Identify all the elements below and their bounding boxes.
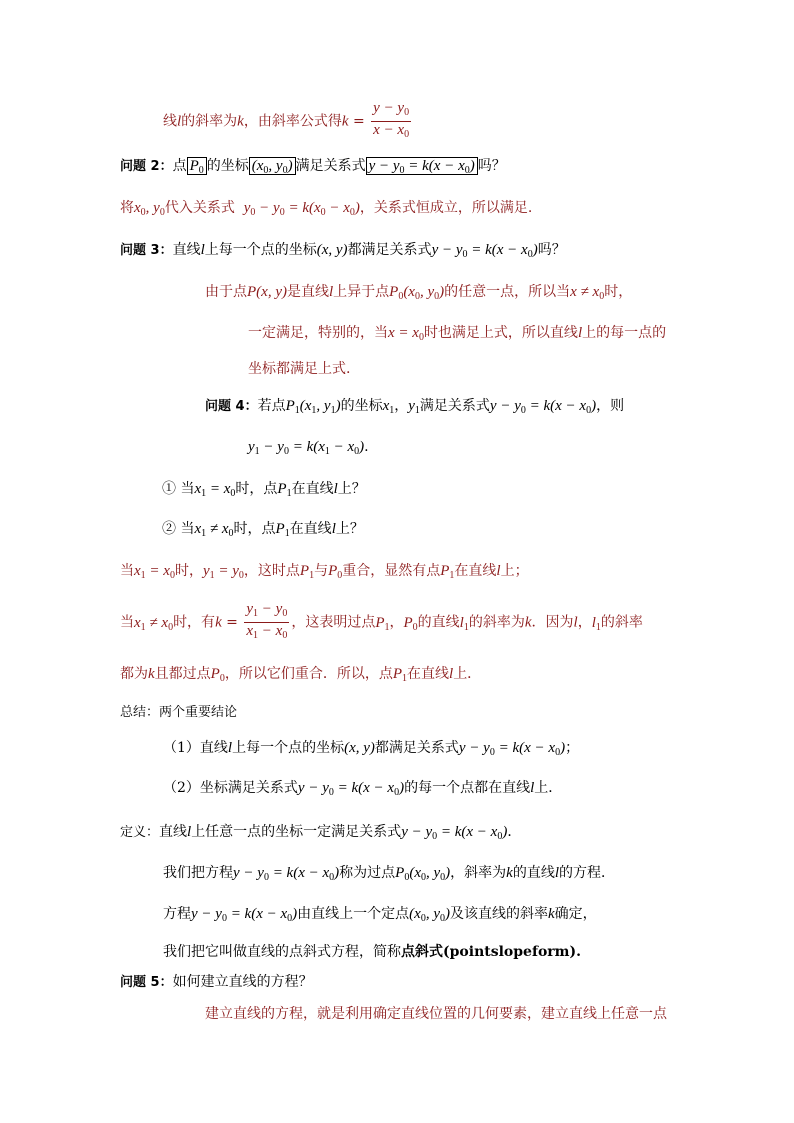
question-3: 问题 3：直线l上每一个点的坐标(x, y)都满足关系式$y - y_0 = k(x - x_0)$吗？ (120, 242, 566, 260)
answer-4-line2: 当$x_1 \ne x_0$时，有k = $\frac{y_1 - y_0}{x_1 - x_0}$ ，这表明过点$P_1$，$P_0$的直线$l_1$的斜率为k．因为l，$l_1$的斜率 (120, 601, 643, 648)
definition-line1: 定义：直线l上任意一点的坐标一定满足关系式$y - y_0 = k(x - x_0)$． (120, 824, 522, 842)
definition-line3: 方程$y - y_0 = k(x - x_0)$由直线上一个定点($x_0$, $y_0$)及该直线的斜率k确定， (163, 906, 597, 924)
question-2: 问题 2：点 $P_0$ 的坐标 ($x_0$, $y_0$) 满足关系式 $y - y_0 = k(x - x_0)$ 吗？ (120, 158, 506, 176)
question-4-equation: $y_1 - y_0 = k(x_1 - x_0)$. (248, 439, 369, 457)
answer-5: 建立直线的方程，就是利用确定直线位置的几何要素，建立直线上任意一点 (205, 1006, 667, 1022)
line1: 线l的斜率为k，由斜率公式得k = $\frac{y - y_0}{x - x_0}$ (163, 100, 413, 143)
definition-line2: 我们把方程$y - y_0 = k(x - x_0)$称为过点$P_0(x_0$, $y_0$)，斜率为k的直线l的方程． (163, 865, 615, 883)
question-4-item-2: ② 当$x_1 \ne x_0$时，点$P_1$在直线l上？ (162, 521, 364, 539)
answer-3-line2: 一定满足，特别的，当$x = x_0$时也满足上式，所以直线l上的每一点的 (248, 325, 667, 343)
definition-line4: 我们把它叫做直线的点斜式方程，简称点斜式(pointslopeform). (163, 944, 581, 960)
answer-4-line1: 当$x_1 = x_0$时，$y_1 = y_0$，这时点$P_1$与$P_0$重合，显然有点$P_1$在直线l上； (120, 563, 529, 581)
answer-4-line3: 都为k且都过点$P_0$，所以它们重合．所以，点$P_1$在直线l上． (120, 666, 482, 684)
answer-3-line3: 坐标都满足上式. (248, 361, 351, 377)
summary-item-2: （2）坐标满足关系式$y - y_0 = k(x - x_0)$的每一个点都在直线l上． (163, 780, 563, 798)
question-4: 问题 4：若点$P_1(x_1$, $y_1$)的坐标$x_1$，$y_1$满足关系式$y - y_0 = k(x - x_0)$，则 (205, 398, 625, 416)
answer-2: 将$x_0$, $y_0$代入关系式 $y_0 - y_0 = k(x_0 - x_0)$，关系式恒成立，所以满足. (120, 200, 533, 218)
slope-fraction-2: $\frac{y_1 - y_0}{x_1 - x_0}$ (246, 601, 288, 641)
question-5: 问题 5：如何建立直线的方程？ (120, 974, 313, 990)
summary-item-1: （1）直线l上每一个点的坐标(x, y)都满足关系式$y - y_0 = k(x - x_0)$； (163, 740, 580, 758)
summary-label: 总结：两个重要结论 (120, 705, 238, 720)
answer-3-line1: 由于点P(x, y)是直线l上异于点$P_0(x_0$, $y_0$)的任意一点，所以当$x \ne x_0$时， (205, 284, 633, 302)
question-4-item-1: ① 当$x_1 = x_0$时，点$P_1$在直线l上？ (162, 481, 366, 499)
slope-fraction: $\frac{y - y_0}{x - x_0}$ (373, 100, 410, 140)
